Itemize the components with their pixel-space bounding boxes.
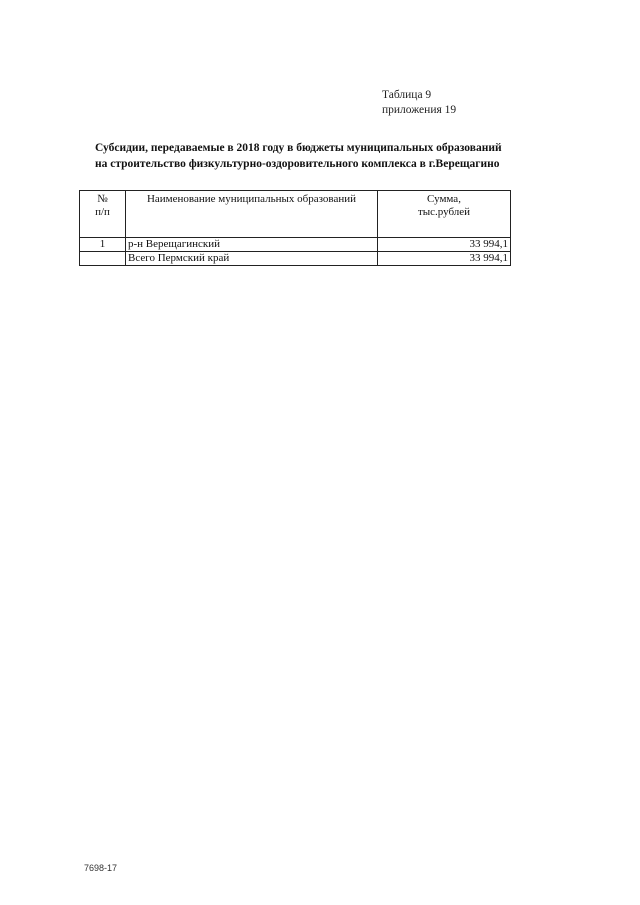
header-amount: [378, 191, 511, 238]
header-number-abbrev: п/п: [95, 206, 110, 218]
header-amount-unit: тыс.рублей: [417, 206, 471, 218]
table-total-row: [80, 252, 511, 266]
caption-table-number: Таблица 9: [382, 89, 432, 101]
total-row-amount: 33 994,1: [378, 252, 511, 266]
row-number: 1: [80, 238, 126, 252]
total-row-label: Всего Пермский край: [126, 252, 378, 266]
row-amount: 33 994,1: [378, 238, 511, 252]
header-amount-label: Сумма,: [427, 193, 461, 205]
document-code: 7698-17: [84, 863, 118, 873]
header-municipality-name: Наименование муниципальных образований: [126, 191, 378, 238]
header-number: [80, 191, 126, 238]
caption-appendix-number: приложения 19: [382, 104, 457, 116]
row-municipality: р-н Верещагинский: [126, 238, 378, 252]
title-line-2: на строительство физкультурно-оздоровительного комплекса в г.Верещагино: [95, 158, 500, 170]
table-header-row: [80, 191, 511, 238]
table-caption: [382, 88, 456, 118]
header-number-symbol: №: [97, 193, 108, 205]
table-row: [80, 238, 511, 252]
document-title: [95, 140, 502, 172]
total-row-number: [80, 252, 126, 266]
title-line-1: Субсидии, передаваемые в 2018 году в бюджеты муниципальных образований: [95, 142, 502, 154]
subsidy-table: [79, 190, 511, 266]
